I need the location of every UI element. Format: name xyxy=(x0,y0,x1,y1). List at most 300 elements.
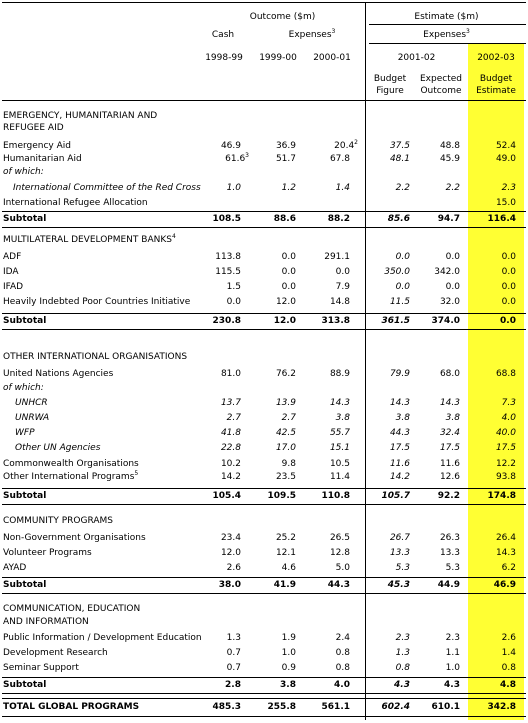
value-cell xyxy=(246,702,296,713)
subtotal-rule xyxy=(2,593,526,594)
value-text: 0.8 xyxy=(335,663,350,673)
footnote-marker: 5 xyxy=(134,470,139,477)
budget-figure-header: Figure xyxy=(376,86,404,96)
value-text: 11.5 xyxy=(389,297,410,307)
value-text: 1.3 xyxy=(395,648,410,658)
value-text: 52.4 xyxy=(495,141,516,151)
value-cell xyxy=(300,580,350,591)
value-cell xyxy=(360,680,410,691)
value-text: 3.8 xyxy=(335,413,350,423)
value-cell xyxy=(466,428,516,439)
value-cell xyxy=(191,491,241,502)
value-text: 25.2 xyxy=(275,533,296,543)
value-text: 12.6 xyxy=(439,472,460,482)
value-text: 26.7 xyxy=(389,533,410,543)
budget-estimate-header: Estimate xyxy=(476,86,516,96)
value-text: 5.3 xyxy=(445,563,460,573)
label-text: OTHER INTERNATIONAL ORGANISATIONS xyxy=(3,352,188,362)
value-cell xyxy=(246,633,296,644)
value-cell xyxy=(246,369,296,380)
row-label xyxy=(3,282,23,293)
value-text: 38.0 xyxy=(218,580,241,590)
value-text: 93.8 xyxy=(495,472,516,482)
value-cell xyxy=(300,297,350,308)
value-cell xyxy=(246,252,296,263)
value-cell xyxy=(410,282,460,293)
value-cell xyxy=(360,214,410,225)
value-cell xyxy=(360,663,410,674)
value-cell xyxy=(360,282,410,293)
value-cell xyxy=(246,428,296,439)
value-text: 2.6 xyxy=(501,633,516,643)
value-cell xyxy=(466,702,516,713)
value-text: 1.0 xyxy=(226,183,241,193)
value-text: 0.9 xyxy=(281,663,296,673)
section-heading xyxy=(3,352,187,363)
value-text: 105.4 xyxy=(212,491,241,501)
value-text: 1.1 xyxy=(445,648,460,658)
value-text: 14.2 xyxy=(389,472,410,482)
value-text: 313.8 xyxy=(321,316,350,326)
value-text: 342.8 xyxy=(487,702,516,712)
value-cell xyxy=(300,648,350,659)
value-cell xyxy=(191,459,241,470)
value-cell xyxy=(466,459,516,470)
subtotal-rule xyxy=(2,677,526,678)
value-text: 13.3 xyxy=(439,548,460,558)
value-cell xyxy=(191,663,241,674)
value-cell xyxy=(410,491,460,502)
value-text: 45.9 xyxy=(439,154,460,164)
label-text: ADF xyxy=(3,252,22,262)
value-text: 2.2 xyxy=(395,183,410,193)
value-text: 0.0 xyxy=(500,316,516,326)
column-divider xyxy=(365,2,366,720)
value-text: 1.2 xyxy=(281,183,296,193)
value-cell xyxy=(300,443,350,454)
subtotal-label xyxy=(3,214,46,225)
value-text: 0.0 xyxy=(395,252,410,262)
value-cell xyxy=(246,316,296,327)
value-text: 1.9 xyxy=(281,633,296,643)
value-cell xyxy=(191,428,241,439)
section-heading xyxy=(3,617,89,628)
subtotal-label xyxy=(3,316,46,327)
value-text: 0.8 xyxy=(335,648,350,658)
value-cell xyxy=(191,141,241,152)
value-text: 1.4 xyxy=(501,648,516,658)
section-heading xyxy=(3,604,140,615)
value-text: 22.8 xyxy=(220,443,241,453)
value-text: 0.0 xyxy=(445,282,460,292)
value-cell xyxy=(191,252,241,263)
row-label xyxy=(3,252,21,263)
value-cell xyxy=(191,633,241,644)
value-cell xyxy=(466,472,516,483)
value-text: 26.5 xyxy=(329,533,350,543)
value-text: 79.9 xyxy=(389,369,410,379)
total-rule xyxy=(2,698,526,699)
value-cell xyxy=(199,154,249,165)
value-text: 94.7 xyxy=(437,214,460,224)
value-cell xyxy=(410,267,460,278)
value-text: 14.3 xyxy=(329,398,350,408)
value-text: 4.6 xyxy=(281,563,296,573)
label-text: Subtotal xyxy=(3,316,47,326)
value-cell xyxy=(360,548,410,559)
value-cell xyxy=(466,267,516,278)
value-cell xyxy=(300,702,350,713)
label-text: Heavily Indebted Poor Countries Initiative xyxy=(3,297,191,307)
value-cell xyxy=(300,472,350,483)
value-cell xyxy=(300,154,350,165)
value-cell xyxy=(246,214,296,225)
value-text: 44.3 xyxy=(389,428,410,438)
label-text: WFP xyxy=(15,428,35,438)
value-text: 2.7 xyxy=(281,413,296,423)
value-text: 88.6 xyxy=(273,214,296,224)
label-text: United Nations Agencies xyxy=(3,369,114,379)
value-text: 4.0 xyxy=(334,680,350,690)
value-text: 116.4 xyxy=(487,214,516,224)
value-cell xyxy=(360,413,410,424)
value-text: 230.8 xyxy=(212,316,241,326)
value-cell xyxy=(410,398,460,409)
value-text: 342.0 xyxy=(434,267,460,277)
value-text: 23.4 xyxy=(220,533,241,543)
value-cell xyxy=(360,398,410,409)
value-cell xyxy=(300,267,350,278)
value-cell xyxy=(360,472,410,483)
value-text: 561.1 xyxy=(321,702,350,712)
value-cell xyxy=(360,459,410,470)
value-text: 109.5 xyxy=(267,491,296,501)
subtotal-rule xyxy=(2,329,526,330)
value-text: 105.7 xyxy=(381,491,410,501)
section-heading xyxy=(3,516,113,527)
value-cell xyxy=(360,183,410,194)
value-text: 13.9 xyxy=(275,398,296,408)
value-text: 602.4 xyxy=(381,702,410,712)
label-text: Public Information / Development Education xyxy=(3,633,202,643)
value-cell xyxy=(466,154,516,165)
value-text: 14.8 xyxy=(329,297,350,307)
value-cell xyxy=(466,413,516,424)
value-cell xyxy=(246,398,296,409)
estimate-header: Estimate ($m) xyxy=(414,12,479,22)
value-text: 12.0 xyxy=(220,548,241,558)
subtotal-rule xyxy=(2,577,526,578)
value-text: 37.5 xyxy=(389,141,410,151)
value-cell xyxy=(246,680,296,691)
value-cell xyxy=(360,491,410,502)
row-label xyxy=(3,198,148,209)
value-cell xyxy=(246,491,296,502)
value-text: 0.7 xyxy=(226,648,241,658)
label-text: Seminar Support xyxy=(3,663,79,673)
value-text: 51.7 xyxy=(275,154,296,164)
label-text: Subtotal xyxy=(3,580,47,590)
value-text: 0.8 xyxy=(395,663,410,673)
value-text: 12.1 xyxy=(275,548,296,558)
row-label xyxy=(3,267,19,278)
cash-header: Cash xyxy=(211,30,235,40)
value-text: 4.3 xyxy=(444,680,460,690)
section-heading xyxy=(3,123,64,134)
row-label xyxy=(15,443,100,454)
value-cell xyxy=(246,267,296,278)
value-text: 17.5 xyxy=(495,443,516,453)
value-cell xyxy=(300,316,350,327)
value-cell xyxy=(360,563,410,574)
value-text: 85.6 xyxy=(387,214,410,224)
value-text: 0.0 xyxy=(501,252,516,262)
value-text: 361.5 xyxy=(381,316,410,326)
value-text: 12.8 xyxy=(329,548,350,558)
subtotal-label xyxy=(3,580,46,591)
value-text: 1.5 xyxy=(226,282,241,292)
value-cell xyxy=(191,369,241,380)
value-cell xyxy=(191,316,241,327)
header-bottom-rule xyxy=(2,100,526,101)
value-cell xyxy=(300,183,350,194)
value-text: 7.3 xyxy=(501,398,516,408)
label-text: REFUGEE AID xyxy=(3,123,64,133)
value-text: 2.6 xyxy=(226,563,241,573)
label-text: AYAD xyxy=(3,563,27,573)
value-text: 3.8 xyxy=(280,680,296,690)
row-label xyxy=(3,297,190,308)
value-text: 2.3 xyxy=(445,633,460,643)
value-cell xyxy=(466,297,516,308)
value-text: 2.2 xyxy=(445,183,460,193)
value-cell xyxy=(410,663,460,674)
value-cell xyxy=(360,369,410,380)
value-cell xyxy=(300,252,350,263)
value-text: 110.8 xyxy=(321,491,350,501)
label-text: Subtotal xyxy=(3,680,47,690)
value-text: 32.4 xyxy=(439,428,460,438)
top-rule xyxy=(2,2,526,3)
value-text: 0.0 xyxy=(226,297,241,307)
value-cell xyxy=(360,316,410,327)
value-cell xyxy=(246,282,296,293)
value-text: 12.2 xyxy=(495,459,516,469)
expenses-estimate-header xyxy=(369,30,524,41)
value-text: 10.5 xyxy=(329,459,350,469)
value-cell xyxy=(191,548,241,559)
value-cell xyxy=(191,413,241,424)
value-cell xyxy=(246,648,296,659)
estimate-rule xyxy=(369,24,526,25)
value-cell xyxy=(191,297,241,308)
value-cell xyxy=(466,198,516,209)
footnote-marker: 3 xyxy=(331,28,336,35)
label-text: EMERGENCY, HUMANITARIAN AND xyxy=(3,111,158,121)
expenses-header xyxy=(262,30,362,41)
value-text: 14.3 xyxy=(439,398,460,408)
value-cell xyxy=(300,491,350,502)
value-text: 45.3 xyxy=(387,580,410,590)
expected-outcome-header: Outcome xyxy=(420,86,462,96)
label-text: International Refugee Allocation xyxy=(3,198,148,208)
value-text: 0.0 xyxy=(501,282,516,292)
value-cell xyxy=(410,154,460,165)
value-cell xyxy=(466,369,516,380)
value-cell xyxy=(191,648,241,659)
value-text: 14.3 xyxy=(389,398,410,408)
value-text: 88.9 xyxy=(329,369,350,379)
value-cell xyxy=(191,214,241,225)
value-text: 41.8 xyxy=(220,428,241,438)
value-cell xyxy=(191,580,241,591)
row-label xyxy=(3,167,44,178)
value-text: 42.5 xyxy=(275,428,296,438)
footnote-marker: 3 xyxy=(245,152,249,159)
value-cell xyxy=(360,154,410,165)
value-cell xyxy=(410,428,460,439)
value-cell xyxy=(308,141,358,152)
expenses-label: Expenses xyxy=(288,30,332,40)
section-heading xyxy=(3,111,157,122)
row-label xyxy=(3,548,92,559)
value-text: 2.3 xyxy=(501,183,516,193)
footnote-marker: 2 xyxy=(354,139,358,146)
value-text: 0.0 xyxy=(501,297,516,307)
value-text: 13.7 xyxy=(220,398,241,408)
subtotal-label xyxy=(3,491,46,502)
value-cell xyxy=(466,141,516,152)
row-label xyxy=(3,154,82,165)
value-cell xyxy=(360,443,410,454)
value-cell xyxy=(466,282,516,293)
value-cell xyxy=(466,252,516,263)
value-cell xyxy=(246,297,296,308)
value-text: 61.6 xyxy=(225,154,246,164)
value-text: 46.9 xyxy=(220,141,241,151)
value-cell xyxy=(466,580,516,591)
value-cell xyxy=(191,680,241,691)
value-cell xyxy=(360,580,410,591)
value-cell xyxy=(410,141,460,152)
value-text: 26.4 xyxy=(495,533,516,543)
label-text: of which: xyxy=(3,167,44,177)
value-text: 44.9 xyxy=(437,580,460,590)
value-cell xyxy=(410,633,460,644)
year-header: 1998-99 xyxy=(205,53,243,63)
value-cell xyxy=(466,633,516,644)
value-text: 48.8 xyxy=(439,141,460,151)
subtotal-rule xyxy=(2,227,526,228)
value-text: 174.8 xyxy=(487,491,516,501)
expenses-label: Expenses xyxy=(423,30,467,40)
value-text: 12.0 xyxy=(273,316,296,326)
value-text: 7.9 xyxy=(335,282,350,292)
total-rule xyxy=(2,716,526,717)
section-heading xyxy=(3,235,176,246)
value-text: 14.2 xyxy=(220,472,241,482)
value-cell xyxy=(300,428,350,439)
value-text: 108.5 xyxy=(212,214,241,224)
value-cell xyxy=(410,369,460,380)
label-text: COMMUNICATION, EDUCATION xyxy=(3,604,141,614)
value-cell xyxy=(360,702,410,713)
value-cell xyxy=(246,154,296,165)
value-cell xyxy=(410,472,460,483)
row-label xyxy=(3,472,138,483)
value-cell xyxy=(410,413,460,424)
value-text: 9.8 xyxy=(281,459,296,469)
value-cell xyxy=(360,267,410,278)
value-text: 67.8 xyxy=(329,154,350,164)
value-text: 610.1 xyxy=(431,702,460,712)
total-label xyxy=(3,702,139,713)
value-cell xyxy=(360,633,410,644)
value-text: 44.3 xyxy=(327,580,350,590)
value-text: 23.5 xyxy=(275,472,296,482)
row-label xyxy=(3,563,26,574)
value-cell xyxy=(246,548,296,559)
label-text: Other International Programs xyxy=(3,472,135,482)
value-text: 76.2 xyxy=(275,369,296,379)
value-cell xyxy=(410,702,460,713)
value-text: 0.0 xyxy=(395,282,410,292)
value-cell xyxy=(300,398,350,409)
value-text: 291.1 xyxy=(324,252,350,262)
value-cell xyxy=(300,680,350,691)
value-cell xyxy=(191,282,241,293)
value-cell xyxy=(360,648,410,659)
label-text: International Committee of the Red Cross xyxy=(13,183,201,193)
value-text: 0.0 xyxy=(445,252,460,262)
value-cell xyxy=(410,533,460,544)
value-text: 1.0 xyxy=(281,648,296,658)
value-text: 68.8 xyxy=(495,369,516,379)
value-text: 17.5 xyxy=(389,443,410,453)
value-text: 115.5 xyxy=(215,267,241,277)
value-text: 0.0 xyxy=(281,282,296,292)
subtotal-rule xyxy=(2,504,526,505)
row-label xyxy=(3,459,139,470)
label-text: UNRWA xyxy=(15,413,50,423)
value-cell xyxy=(246,413,296,424)
value-cell xyxy=(300,663,350,674)
expected-outcome-header: Expected xyxy=(420,74,462,84)
value-cell xyxy=(191,702,241,713)
row-label xyxy=(3,533,146,544)
label-text: MULTILATERAL DEVELOPMENT BANKS xyxy=(3,235,172,245)
value-text: 374.0 xyxy=(431,316,460,326)
value-text: 4.0 xyxy=(501,413,516,423)
value-cell xyxy=(410,680,460,691)
value-text: 55.7 xyxy=(329,428,350,438)
label-text: TOTAL GLOBAL PROGRAMS xyxy=(3,702,140,712)
value-cell xyxy=(191,443,241,454)
value-cell xyxy=(410,443,460,454)
value-cell xyxy=(410,459,460,470)
row-label xyxy=(3,369,113,380)
value-cell xyxy=(246,533,296,544)
value-text: 0.0 xyxy=(335,267,350,277)
footnote-marker: 4 xyxy=(171,233,176,240)
value-text: 32.0 xyxy=(439,297,460,307)
label-text: Development Research xyxy=(3,648,108,658)
value-cell xyxy=(360,533,410,544)
value-cell xyxy=(410,548,460,559)
year-header: 1999-00 xyxy=(259,53,297,63)
value-text: 13.3 xyxy=(389,548,410,558)
value-cell xyxy=(410,297,460,308)
